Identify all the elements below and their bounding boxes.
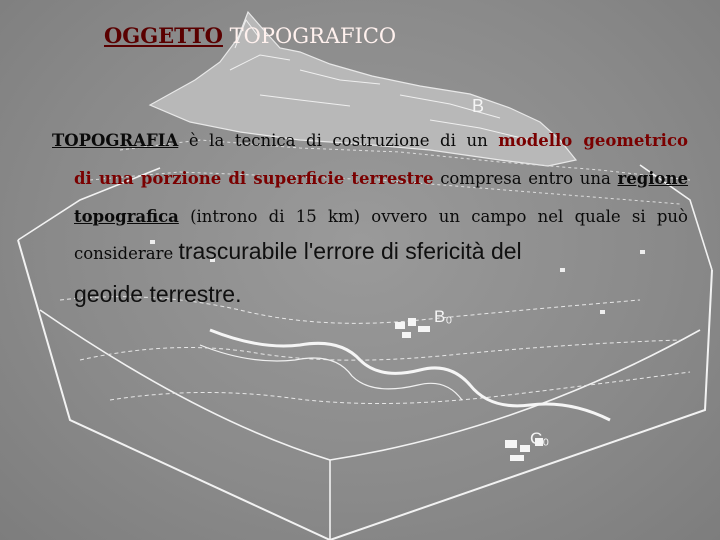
keyword-topografica: topografica	[74, 207, 179, 226]
text-segment-2: compresa entro una	[440, 169, 611, 188]
label-c0: C₀	[530, 429, 550, 448]
label-b0: B₀	[434, 307, 453, 326]
title-part-1: OGGETTO	[104, 23, 223, 48]
paragraph-line-1	[52, 122, 688, 160]
text-segment-3: (introno di 15 km) ovvero un campo nel quale si può	[190, 207, 688, 226]
title-part-2: TOPOGRAFICO	[229, 24, 397, 48]
text-sans-1: trascurabile l'errore di sfericità del	[178, 238, 522, 264]
paragraph-line-2	[52, 160, 688, 198]
label-b: B	[472, 96, 485, 116]
highlight-modello: modello geometrico	[498, 131, 688, 150]
river	[210, 330, 610, 420]
text-sans-2: geoide terrestre.	[74, 281, 242, 307]
paragraph-line-5	[52, 269, 688, 322]
keyword-regione: regione	[617, 169, 689, 188]
text-segment-4: considerare	[74, 244, 174, 263]
paragraph-line-4	[52, 236, 688, 269]
term-topografia: TOPOGRAFIA	[52, 131, 179, 150]
slide-title	[104, 22, 396, 50]
paragraph-line-3	[52, 198, 688, 236]
text-segment-1: è la tecnica di costruzione di un	[188, 131, 488, 150]
highlight-porzione: di una porzione di superficie terrestre	[74, 169, 434, 188]
definition-paragraph	[52, 122, 688, 322]
